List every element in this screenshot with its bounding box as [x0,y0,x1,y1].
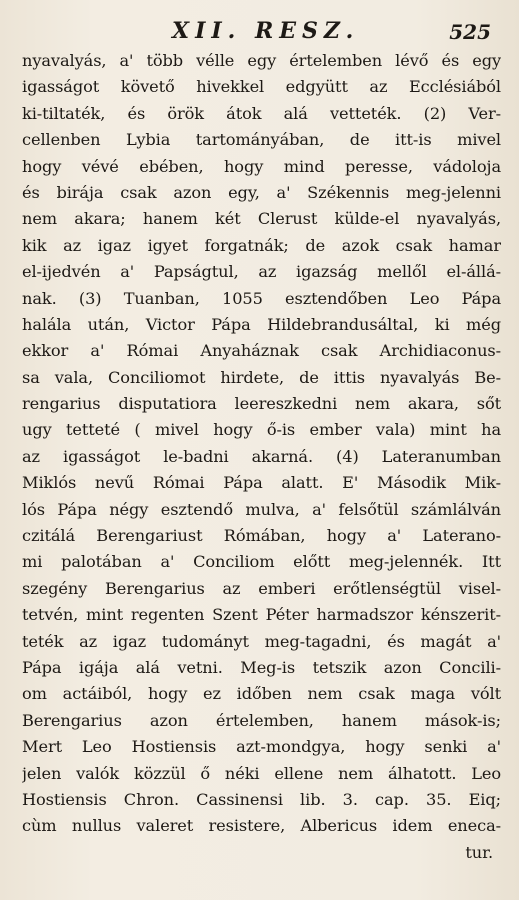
text-line: jelen valók közzül ő néki ellene nem álhatott. Leo [22,763,501,783]
text-line: Hostiensis Chron. Cassinensi lib. 3. cap. 35. Eiq; [22,789,501,809]
text-line: rengarius disputatiora leereszkedni nem akara, sőt [22,394,501,414]
text-line: Miklós nevű Római Pápa alatt. E' Második Mik- [22,473,501,493]
text-line: Pápa igája alá vetni. Meg-is tetszik azon Concili- [22,657,501,677]
text-line: cùm nullus valeret resistere, Albericus idem eneca- [22,816,501,836]
text-line: lós Pápa négy esztendő mulva, a' felsőtül számlálván [22,499,501,519]
body-text [22,48,501,866]
text-line: nem akara; hanem két Clerust külde-el nyavalyás, [22,209,501,229]
text-line: om actáiból, hogy ez időben nem csak maga vólt [22,684,501,704]
text-line: hogy vévé ebében, hogy mind peresse, vádoloja [22,156,501,176]
text-line: tur. [465,842,493,862]
text-line: halála után, Victor Pápa Hildebrandusáltal, ki még [22,314,501,334]
text-line: teték az igaz tudományt meg-tagadni, és magát a' [22,631,501,651]
text-line: nyavalyás, a' több vélle egy értelemben lévő és egy [22,51,501,70]
text-line: el-ijedvén a' Papságtul, az igazság mellől el-állá- [22,262,501,282]
page-header [22,16,501,46]
text-line: cellenben Lybia tartományában, de itt-is mivel [22,130,501,150]
text-line: kik az igaz igyet forgatnák; de azok csak hamar [22,235,501,255]
text-line: czitálá Berengariust Rómában, hogy a' Laterano- [22,526,501,546]
text-line: nak. (3) Tuanban, 1055 esztendőben Leo Pápa [22,288,501,308]
text-line: Mert Leo Hostiensis azt-mondgya, hogy senki a' [22,737,501,757]
text-line: az igasságot le-badni akarná. (4) Lateranumban [22,446,501,466]
running-head: XII. RESZ. [172,18,360,44]
text-line: ugy tetteté ( mivel hogy ő-is ember vala) mint ha [22,420,501,440]
text-line: és birája csak azon egy, a' Székennis meg-jelenni [22,182,501,202]
text-line: tetvén, mint regenten Szent Péter harmadszor kénszerit- [22,605,501,625]
text-line: sa vala, Conciliomot hirdete, de ittis nyavalyás Be- [22,367,501,387]
text-line: Berengarius azon értelemben, hanem mások-is; [22,710,501,730]
text-line: ki-tiltaték, és örök átok alá vetteték. (2) Ver- [22,103,501,123]
text-line: mi palotában a' Conciliom előtt meg-jelennék. Itt [22,552,501,572]
text-line: ekkor a' Római Anyaháznak csak Archidiaconus- [22,341,501,361]
text-line: szegény Berengarius az emberi erőtlenségtül visel- [22,578,501,598]
text-line: igasságot követő hivekkel edgyütt az Ecclésiából [22,77,501,97]
page-number: 525 [449,20,491,44]
